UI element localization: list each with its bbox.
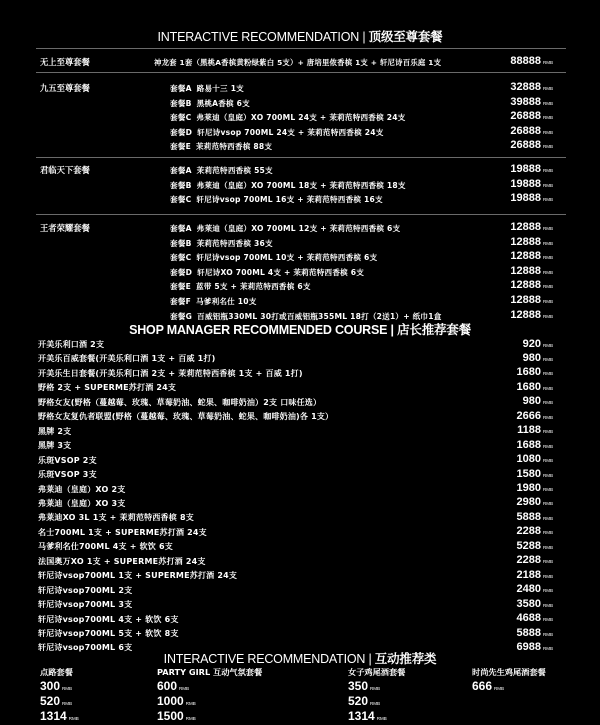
price-value: 1080 <box>516 453 541 466</box>
menu-item: 轩尼诗vsop700ML 1支 + SUPERME苏打酒 24支 <box>38 571 238 581</box>
price-value: 1314 <box>40 709 67 723</box>
menu-item: 马爹利名仕700ML 4支 + 软饮 6支 <box>38 542 173 552</box>
price <box>517 366 553 378</box>
price-value: 666 <box>472 679 493 693</box>
price <box>517 569 553 581</box>
price-value: 2666 <box>516 409 541 422</box>
price-value: 1980 <box>516 482 541 494</box>
price <box>517 410 553 422</box>
rmb-unit: RMB <box>543 515 553 521</box>
option-desc: 轩尼诗XO 700ML 4支 + 茉莉范特西香槟 6支 <box>197 267 365 277</box>
option-code: 套餐A <box>170 84 192 93</box>
rmb-unit: RMB <box>543 284 553 290</box>
rmb-unit: RMB <box>543 226 553 231</box>
price-value: 12888 <box>510 235 541 248</box>
option-desc: 弗莱迪（皇庭）XO 700ML 12支 + 茉莉范特西香槟 6支 <box>196 224 401 233</box>
price-value: 5888 <box>516 626 541 639</box>
title-en: SHOP MANAGER RECOMMENDED COURSE <box>129 323 388 337</box>
package-option <box>170 194 383 205</box>
title-en: INTERACTIVE RECOMMENDATION <box>157 30 360 44</box>
package-name: 王者荣耀套餐 <box>40 223 90 233</box>
price <box>510 236 553 248</box>
rmb-unit: RMB <box>62 686 73 691</box>
price-value: 1680 <box>516 380 541 393</box>
price-value: 3580 <box>516 597 541 610</box>
price-value: 520 <box>40 694 61 708</box>
rmb-unit: RMB <box>543 168 553 173</box>
price-value: 19888 <box>510 192 541 205</box>
menu-item: 黑牌 3支 <box>38 441 72 451</box>
price <box>517 583 553 595</box>
rmb-unit: RMB <box>543 429 553 435</box>
rmb-unit: RMB <box>543 645 553 651</box>
rmb-unit: RMB <box>543 617 553 623</box>
price <box>517 381 553 393</box>
option-desc: 轩尼诗vsop 700ML 24支 + 茉莉范特西香槟 24支 <box>197 127 384 137</box>
column-price <box>157 679 189 693</box>
option-desc: 百威铝瓶330ML 30打或百威铝瓶355ML 18打（2送1）+ 纸巾1盒 <box>197 311 442 321</box>
title-sep: | <box>387 323 398 337</box>
rmb-unit: RMB <box>543 356 553 362</box>
price <box>517 525 553 537</box>
price-value: 1188 <box>517 424 541 437</box>
package-option <box>170 141 272 152</box>
rmb-unit: RMB <box>185 701 196 706</box>
rmb-unit: RMB <box>543 602 553 608</box>
menu-item: 弗莱迪XO 3L 1支 + 茉莉范特西香槟 8支 <box>38 513 194 523</box>
menu-item: 乐斑VSOP 2支 <box>38 455 97 465</box>
price-supreme: 88888 RMB <box>510 55 553 67</box>
rmb-unit: RMB <box>62 701 73 706</box>
price-value: 12888 <box>510 250 541 263</box>
rmb-unit: RMB <box>543 299 553 304</box>
rmb-unit: RMB <box>179 686 190 691</box>
price <box>517 424 553 436</box>
menu-item: 轩尼诗vsop700ML 6支 <box>38 643 133 653</box>
section-title-manager <box>0 320 600 338</box>
rmb-unit: RMB <box>543 631 553 637</box>
package-option <box>170 252 377 263</box>
price-value: 350 <box>348 679 369 693</box>
package-option <box>170 83 244 94</box>
price-value: 19888 <box>510 163 541 175</box>
price-value: 300 <box>40 679 61 693</box>
menu-item: 开美乐百威套餐(开美乐利口酒 1支 + 百威 1打) <box>38 354 216 364</box>
price-value: 1314 <box>348 709 375 723</box>
option-code: 套餐B <box>170 98 192 108</box>
price <box>510 192 553 204</box>
menu-item: 野格女友(野格（蔓越莓、玫瑰、草莓奶油、蛇果、咖啡奶油）2支 口味任选） <box>38 397 322 407</box>
menu-item: 开美乐利口酒 2支 <box>38 340 105 349</box>
price <box>517 439 553 451</box>
option-desc: 茉莉范特西香槟 36支 <box>196 238 273 248</box>
price-value: 1580 <box>516 467 541 480</box>
package-option <box>170 296 257 307</box>
title-cn: 店长推荐套餐 <box>397 323 471 337</box>
price-value: 26888 <box>510 139 541 152</box>
price <box>510 265 553 277</box>
rmb-unit: RMB <box>543 240 553 246</box>
rmb-unit: RMB <box>543 559 553 565</box>
price <box>510 125 553 137</box>
price-value: 19888 <box>510 177 541 190</box>
menu-item: 黑牌 2支 <box>38 426 72 436</box>
price-value: 4688 <box>516 612 541 625</box>
package-option <box>170 127 384 138</box>
price <box>517 453 553 465</box>
package-name: 九五至尊套餐 <box>40 83 90 93</box>
package-option <box>170 180 406 191</box>
price-value: 520 <box>348 694 369 708</box>
rmb-unit: RMB <box>543 342 553 348</box>
package-desc-supreme: 神龙套 1套（黑桃A香槟黄粉绿紫白 5支）+ 唐培里侬香槟 1支 + 轩尼诗百乐庭 1支 <box>154 58 442 67</box>
divider <box>36 72 566 73</box>
package-option <box>170 112 405 123</box>
price-value: 1688 <box>516 438 541 451</box>
price-value: 12888 <box>510 308 541 321</box>
rmb-unit: RMB <box>543 313 553 319</box>
rmb-unit: RMB <box>543 573 553 579</box>
price <box>510 309 553 321</box>
price <box>517 511 553 523</box>
rmb-unit: RMB <box>543 458 553 464</box>
package-name: 君临天下套餐 <box>40 165 90 175</box>
price <box>510 81 553 93</box>
option-code: 套餐B <box>170 180 192 190</box>
column-price <box>157 694 196 708</box>
menu-item: 轩尼诗vsop700ML 4支 + 软饮 6支 <box>38 614 179 624</box>
title-sep: | <box>365 652 375 666</box>
price-value: 26888 <box>510 110 541 123</box>
section-title-top-supreme <box>0 27 600 45</box>
price-value: 39888 <box>510 95 541 108</box>
price <box>517 496 553 508</box>
option-desc: 马爹利名仕 10支 <box>195 297 257 306</box>
price <box>517 468 553 480</box>
rmb-unit: RMB <box>370 701 381 706</box>
price-value: 920 <box>522 337 541 350</box>
price-value: 2980 <box>516 496 541 509</box>
price <box>510 279 553 291</box>
package-option <box>170 98 250 109</box>
divider <box>36 157 566 158</box>
menu-item: 轩尼诗vsop700ML 2支 <box>38 585 133 595</box>
rmb-unit: RMB <box>543 371 553 377</box>
package-name-supreme: 无上至尊套餐 <box>40 57 90 67</box>
rmb-unit: RMB <box>543 182 553 188</box>
price <box>517 598 553 610</box>
rmb-unit: RMB <box>185 716 196 721</box>
rmb-unit: RMB <box>543 86 553 91</box>
column-price <box>348 694 380 708</box>
price-value: 980 <box>522 351 541 364</box>
price <box>523 338 553 350</box>
option-code: 套餐A <box>170 224 192 233</box>
option-desc: 轩尼诗vsop 700ML 10支 + 茉莉范特西香槟 6支 <box>196 253 378 263</box>
option-code: 套餐G <box>170 311 193 321</box>
menu-item: 乐斑VSOP 3支 <box>38 470 97 480</box>
package-option <box>170 281 311 292</box>
price-value: 2288 <box>516 554 541 567</box>
rmb-unit: RMB <box>376 716 387 721</box>
price-value: 1000 <box>157 694 184 708</box>
price-value: 12888 <box>510 264 541 277</box>
price-value: 12888 <box>510 221 541 233</box>
column-price <box>40 709 79 723</box>
price <box>510 294 553 306</box>
column-heading: 时尚先生鸡尾酒套餐 <box>472 667 546 677</box>
column-price <box>348 679 380 693</box>
rmb-unit: RMB <box>543 197 553 203</box>
menu-item: 轩尼诗vsop700ML 5支 + 软饮 8支 <box>38 629 179 638</box>
column-heading: 点路套餐 <box>40 667 73 677</box>
menu-item: 名士700ML 1支 + SUPERME苏打酒 24支 <box>38 527 207 537</box>
option-code: 套餐C <box>170 253 192 263</box>
option-desc: 路易十三 1支 <box>196 84 244 93</box>
option-code: 套餐D <box>170 127 193 137</box>
rmb-unit: RMB <box>543 588 553 594</box>
option-desc: 茉莉范特西香槟 88支 <box>195 142 273 152</box>
option-desc: 蓝带 5支 + 茉莉范特西香槟 6支 <box>195 282 311 292</box>
rmb-unit: RMB <box>68 716 79 721</box>
rmb-unit: RMB <box>543 400 553 406</box>
rmb-unit: RMB <box>543 472 553 478</box>
divider <box>36 214 566 215</box>
price <box>510 163 553 175</box>
column-heading: 女子鸡尾酒套餐 <box>348 667 406 677</box>
price <box>523 395 553 407</box>
price-value: 5888 <box>516 510 541 523</box>
title-sep: | <box>359 30 369 44</box>
price-value: 12888 <box>510 279 541 292</box>
option-desc: 黑桃A香槟 6支 <box>196 98 250 108</box>
price <box>517 540 553 552</box>
price <box>517 482 553 494</box>
column-price <box>157 709 196 723</box>
price-value: 600 <box>157 679 178 693</box>
package-option <box>170 165 273 176</box>
rmb-unit: RMB <box>543 443 553 449</box>
menu-item: 法国奥万XO 1支 + SUPERME苏打酒 24支 <box>38 556 206 566</box>
rmb-unit: RMB <box>543 385 553 391</box>
price <box>510 178 553 190</box>
option-code: 套餐E <box>170 282 191 292</box>
menu-item: 轩尼诗vsop700ML 3支 <box>38 600 133 610</box>
price-value: 1680 <box>516 366 541 379</box>
rmb-unit: RMB <box>543 530 553 536</box>
price <box>510 110 553 122</box>
rmb-unit: RMB <box>543 544 553 550</box>
price <box>510 221 553 233</box>
column-heading: PARTY GIRL 互动气氛套餐 <box>157 667 263 677</box>
price-value: 2188 <box>516 568 541 581</box>
rmb-unit: RMB <box>543 129 553 135</box>
column-price <box>40 679 72 693</box>
menu-item: 开美乐生日套餐(开美乐利口酒 2支 + 茉莉范特西香槟 1支 + 百威 1打) <box>38 368 303 378</box>
rmb-unit: RMB <box>494 686 505 691</box>
rmb-unit: RMB <box>543 144 553 150</box>
rmb-unit: RMB <box>543 487 553 492</box>
price-value: 980 <box>522 395 541 408</box>
option-code: 套餐C <box>170 195 192 205</box>
option-code: 套餐E <box>170 142 191 152</box>
price <box>517 554 553 566</box>
package-option <box>170 238 273 249</box>
price <box>523 352 553 364</box>
price <box>517 627 553 639</box>
divider <box>36 48 566 49</box>
package-option <box>170 267 364 278</box>
price-value: 26888 <box>510 124 541 137</box>
option-code: 套餐F <box>170 297 191 306</box>
rmb-unit: RMB <box>543 414 553 420</box>
price-value: 2288 <box>516 525 541 538</box>
section-title-interactive <box>0 649 600 667</box>
column-price <box>348 709 387 723</box>
package-option <box>170 223 400 234</box>
option-desc: 弗莱迪（皇庭）XO 700ML 24支 + 茉莉范特西香槟 24支 <box>196 113 406 123</box>
price <box>510 139 553 151</box>
option-desc: 轩尼诗vsop 700ML 16支 + 茉莉范特西香槟 16支 <box>196 195 383 205</box>
price-value: 5288 <box>516 539 541 552</box>
option-code: 套餐B <box>170 238 192 248</box>
menu-item: 弗莱迪（皇庭）XO 3支 <box>38 498 126 508</box>
menu-item: 野格女友复仇者联盟(野格（蔓越莓、玫瑰、草莓奶油、蛇果、咖啡奶油)各 1支） <box>38 412 334 422</box>
option-code: 套餐A <box>170 166 192 175</box>
rmb-unit: RMB <box>543 255 553 261</box>
title-en: INTERACTIVE RECOMMENDATION <box>163 652 366 666</box>
option-desc: 茉莉范特西香槟 55支 <box>196 166 273 175</box>
price-value: 6988 <box>516 640 541 653</box>
column-price <box>472 679 504 693</box>
column-price <box>40 694 72 708</box>
rmb-unit: RMB <box>543 501 553 507</box>
rmb-unit: RMB <box>543 269 553 275</box>
rmb-unit: RMB <box>370 686 381 691</box>
price-value: 1500 <box>157 709 184 723</box>
option-desc: 弗莱迪（皇庭）XO 700ML 18支 + 茉莉范特西香槟 18支 <box>196 180 406 190</box>
price-value: 2480 <box>516 583 541 596</box>
rmb-unit: RMB <box>543 100 553 106</box>
price-value: 32888 <box>510 81 541 93</box>
title-cn: 互动推荐类 <box>374 652 437 666</box>
option-code: 套餐D <box>170 267 193 277</box>
price <box>517 612 553 624</box>
price-value: 12888 <box>510 294 541 306</box>
menu-item: 弗莱迪（皇庭）XO 2支 <box>38 484 126 494</box>
price <box>510 96 553 108</box>
price <box>510 250 553 262</box>
rmb-unit: RMB <box>543 115 553 121</box>
title-cn: 顶级至尊套餐 <box>368 30 443 44</box>
option-code: 套餐C <box>170 113 192 123</box>
menu-item: 野格 2支 + SUPERME苏打酒 24支 <box>38 383 177 393</box>
